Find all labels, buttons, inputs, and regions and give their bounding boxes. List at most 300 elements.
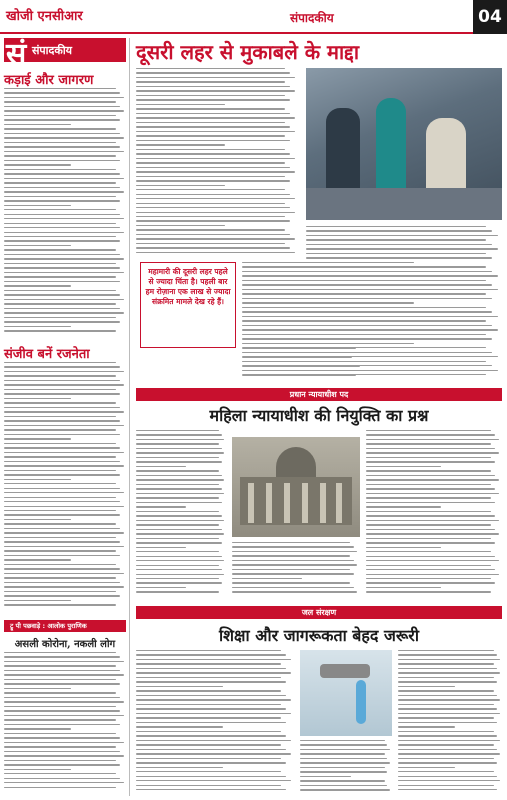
text-line [136,470,219,471]
text-line [136,189,285,190]
column-title: असली कोरोना, नकली लोग [14,639,116,650]
text-line [300,749,390,750]
text-line [4,497,116,498]
text-line [4,782,124,783]
text-line [4,724,120,725]
text-line [306,289,498,290]
text-line [4,438,71,439]
text-line [306,302,414,303]
text-line [4,317,116,318]
text-line [306,320,486,321]
text-line [136,225,225,226]
text-line [4,501,120,502]
text-line [300,771,387,772]
text-line [4,661,124,662]
text-line [136,704,281,705]
text-line [398,672,500,673]
text-line [4,133,120,134]
text-line [366,582,495,583]
text-line [4,474,120,475]
text-line [4,155,116,156]
text-line [136,81,285,82]
text-line [4,778,120,779]
column-bar: ट्रू पी पछवाड़े : आलोक पुराणिक [4,620,126,632]
text-line [136,194,290,195]
text-line [136,547,186,548]
text-line [366,556,495,557]
text-line [136,90,295,91]
text-line [136,551,219,552]
text-line [136,663,281,664]
text-line [300,767,385,768]
text-line [136,753,291,754]
text-line [4,92,120,93]
text-line [136,203,285,204]
text-line [4,88,116,89]
text-line [300,780,385,781]
court-story-body [366,430,502,600]
text-line [4,728,71,729]
text-line [4,299,124,300]
text-line [4,697,120,698]
text-line [136,520,224,521]
text-line [4,550,116,551]
text-line [366,443,491,444]
text-line [136,659,291,660]
text-line [4,715,124,716]
text-line [366,560,499,561]
text-line [300,744,387,745]
text-line [136,207,290,208]
text-line [136,439,224,440]
text-line [398,677,494,678]
text-line [4,245,71,246]
text-line [306,356,498,357]
text-line [366,475,495,476]
text-line [232,591,357,592]
text-line [300,776,351,777]
text-line [136,780,291,781]
text-line [4,573,124,574]
text-line [306,239,486,240]
text-line [136,475,222,476]
text-line [136,529,222,530]
text-line [4,755,124,756]
text-line [300,753,385,754]
newspaper-logo: खोजी एनसीआर [6,9,83,24]
text-line [4,670,120,671]
text-line [136,113,290,114]
text-line [136,749,286,750]
court-story-body [232,542,360,600]
text-line [4,321,120,322]
text-line [398,722,497,723]
text-line [4,742,124,743]
text-line [4,461,120,462]
text-line [4,276,116,277]
text-line [232,560,354,561]
text-line [4,769,71,770]
text-line [366,439,499,440]
text-line [232,578,302,579]
text-line [136,569,222,570]
text-line [4,402,116,403]
text-line [4,308,120,309]
text-line [4,187,120,188]
text-line [136,126,290,127]
text-line [232,542,350,543]
text-line [4,733,116,734]
text-line [136,533,224,534]
text-line [398,650,494,651]
text-line [4,137,124,138]
text-line [306,262,414,263]
text-line [232,551,357,552]
text-line [4,416,116,417]
story-body [4,362,126,612]
text-line [4,586,124,587]
text-line [306,316,498,317]
text-line [398,695,497,696]
text-line [4,258,124,259]
text-line [306,235,498,236]
text-line [136,461,222,462]
story-body [4,88,126,338]
text-line [398,762,497,763]
text-line [306,311,492,312]
text-line [4,679,116,680]
text-line [4,146,120,147]
text-line [4,577,116,578]
text-line [4,674,124,675]
water-bar-label: जल संरक्षण [301,608,337,617]
text-line [306,338,492,339]
text-line [306,329,498,330]
text-line [136,252,295,253]
text-line [136,216,285,217]
text-line [136,717,281,718]
text-line [4,209,116,210]
court-bar-label: प्रधान न्यायाधीश पद [289,390,349,399]
text-line [4,196,116,197]
text-line [366,466,441,467]
left-column [4,38,126,796]
text-line [136,565,219,566]
text-line [136,497,219,498]
text-line [232,564,357,565]
text-line [306,275,498,276]
text-line [4,151,124,152]
text-line [398,776,497,777]
text-line [136,243,285,244]
text-line [232,555,350,556]
text-line [4,456,116,457]
text-line [306,248,498,249]
water-story-body [300,740,392,796]
text-line [306,230,492,231]
text-line [136,135,285,136]
text-line [398,699,500,700]
supreme-court-photo [232,437,360,537]
text-line [136,452,224,453]
text-line [4,375,116,376]
text-line [366,461,495,462]
text-line [398,744,494,745]
text-line [4,541,120,542]
text-line [4,452,124,453]
text-line [136,556,222,557]
text-line [4,371,124,372]
text-line [4,200,120,201]
text-line [136,72,290,73]
text-line [366,520,499,521]
text-line [306,365,492,366]
text-line [4,488,120,489]
text-line [136,77,295,78]
text-line [4,532,124,533]
water-story-body [398,650,502,796]
text-line [4,656,120,657]
text-line [136,430,219,431]
text-line [136,153,290,154]
text-line [136,744,281,745]
text-line [4,389,116,390]
court-headline: महिला न्यायाधीश की नियुक्ति का प्रश्न [209,406,429,425]
text-line [232,546,354,547]
text-line [4,227,120,228]
pull-quote-text: महामारी की दूसरी लहर पहले से ज्यादा चिंता है। पहली बार हम रोज़ाना एक लाख से ज्यादा संक्रमित मामले देख रहे हैं। [145,267,231,306]
text-line [4,411,124,412]
text-line [4,479,71,480]
text-line [4,582,120,583]
text-line [300,758,387,759]
text-line [136,95,285,96]
text-line [306,271,492,272]
text-line [4,434,120,435]
page-number: 04 [473,0,507,34]
text-line [4,514,120,515]
water-section-bar [136,606,502,619]
text-line [366,470,491,471]
main-headline: दूसरी लहर से मुकाबले के माद्दा [136,40,360,64]
text-line [4,330,116,331]
text-line [306,347,486,348]
text-line [4,465,124,466]
text-line [4,528,120,529]
text-line [136,690,281,691]
text-line [136,785,281,786]
text-line [136,776,286,777]
text-line [136,171,295,172]
text-line [306,293,486,294]
water-headline: शिक्षा और जागरूकता बेहद जरूरी [219,626,419,645]
text-line [4,751,120,752]
text-line [366,587,441,588]
court-section-bar [136,388,502,401]
text-line [306,244,492,245]
text-line [136,176,285,177]
text-line [398,731,494,732]
text-line [366,497,491,498]
text-line [4,688,71,689]
text-line [4,706,116,707]
text-line [4,267,120,268]
text-line [4,398,71,399]
text-line [306,298,492,299]
text-line [306,257,492,258]
text-line [136,443,219,444]
text-line [242,338,308,339]
text-line [136,448,222,449]
text-line [4,719,116,720]
text-line [4,97,124,98]
text-line [4,683,120,684]
text-line [136,131,295,132]
text-line [4,510,116,511]
text-line [136,789,286,790]
text-line [136,99,290,100]
text-line [4,380,120,381]
text-line [4,254,120,255]
text-line [366,452,499,453]
text-line [136,538,219,539]
text-line [4,290,116,291]
text-line [4,591,116,592]
text-line [300,762,390,763]
text-line [4,101,116,102]
text-line [4,173,120,174]
text-line [4,236,116,237]
text-line [136,506,186,507]
text-line [4,119,120,120]
text-line [136,167,290,168]
text-line [136,722,286,723]
text-line [4,764,120,765]
text-line [136,767,223,768]
text-line [136,158,295,159]
text-line [136,762,286,763]
hospital-photo [306,68,502,220]
text-line [4,429,116,430]
text-line [4,106,120,107]
text-line [136,484,219,485]
court-story-body [136,430,226,600]
text-line [398,735,497,736]
text-line [4,523,116,524]
text-line [4,160,120,161]
text-line [398,717,494,718]
text-line [366,524,491,525]
text-line [4,652,116,653]
main-story-body [136,68,298,258]
text-line [366,565,491,566]
text-line [4,128,116,129]
text-line [306,280,486,281]
text-line [136,560,224,561]
text-line [4,425,124,426]
text-line [398,681,497,682]
text-line [300,785,387,786]
text-line [4,564,116,565]
text-line [4,249,116,250]
text-line [366,434,495,435]
text-line [136,771,281,772]
text-line [398,713,500,714]
water-tap-photo [300,650,392,736]
text-line [136,708,286,709]
text-line [136,758,281,759]
text-line [136,144,225,145]
text-line [136,117,295,118]
text-line [136,515,222,516]
text-line [136,542,222,543]
text-line [136,149,285,150]
text-line [136,488,222,489]
story-title: संजीव बनें रजनेता [4,347,90,362]
text-line [136,86,290,87]
text-line [136,104,225,105]
text-line [136,578,219,579]
text-line [136,247,290,248]
text-line [398,704,494,705]
text-line [4,142,116,143]
text-line [4,223,116,224]
text-line [136,229,285,230]
text-line [4,787,116,788]
text-line [306,352,492,353]
text-line [4,407,120,408]
column-divider [129,38,130,796]
pull-quote [140,262,236,348]
text-line [306,343,414,344]
text-line [232,569,350,570]
text-line [136,457,219,458]
text-line [4,537,116,538]
text-line [4,272,124,273]
text-line [136,591,219,592]
text-line [136,695,286,696]
text-line [4,384,124,385]
text-line [136,108,285,109]
text-line [306,374,486,375]
text-line [4,555,120,556]
editorial-tag [4,37,126,72]
text-line [4,559,71,560]
text-line [136,686,223,687]
text-line [398,668,497,669]
text-line [366,578,491,579]
text-line [136,699,291,700]
text-line [366,479,499,480]
text-line [136,162,285,163]
text-line [4,737,120,738]
text-line [398,771,494,772]
text-line [136,672,291,673]
text-line [4,214,120,215]
text-line [136,681,286,682]
text-line [4,492,124,493]
text-line [366,574,499,575]
text-line [4,506,124,507]
section-title: संपादकीय [290,11,334,25]
text-line [136,238,295,239]
text-line [4,710,120,711]
text-line [4,164,71,165]
text-line [306,253,486,254]
text-line [4,773,116,774]
text-line [366,529,495,530]
text-line [136,677,281,678]
